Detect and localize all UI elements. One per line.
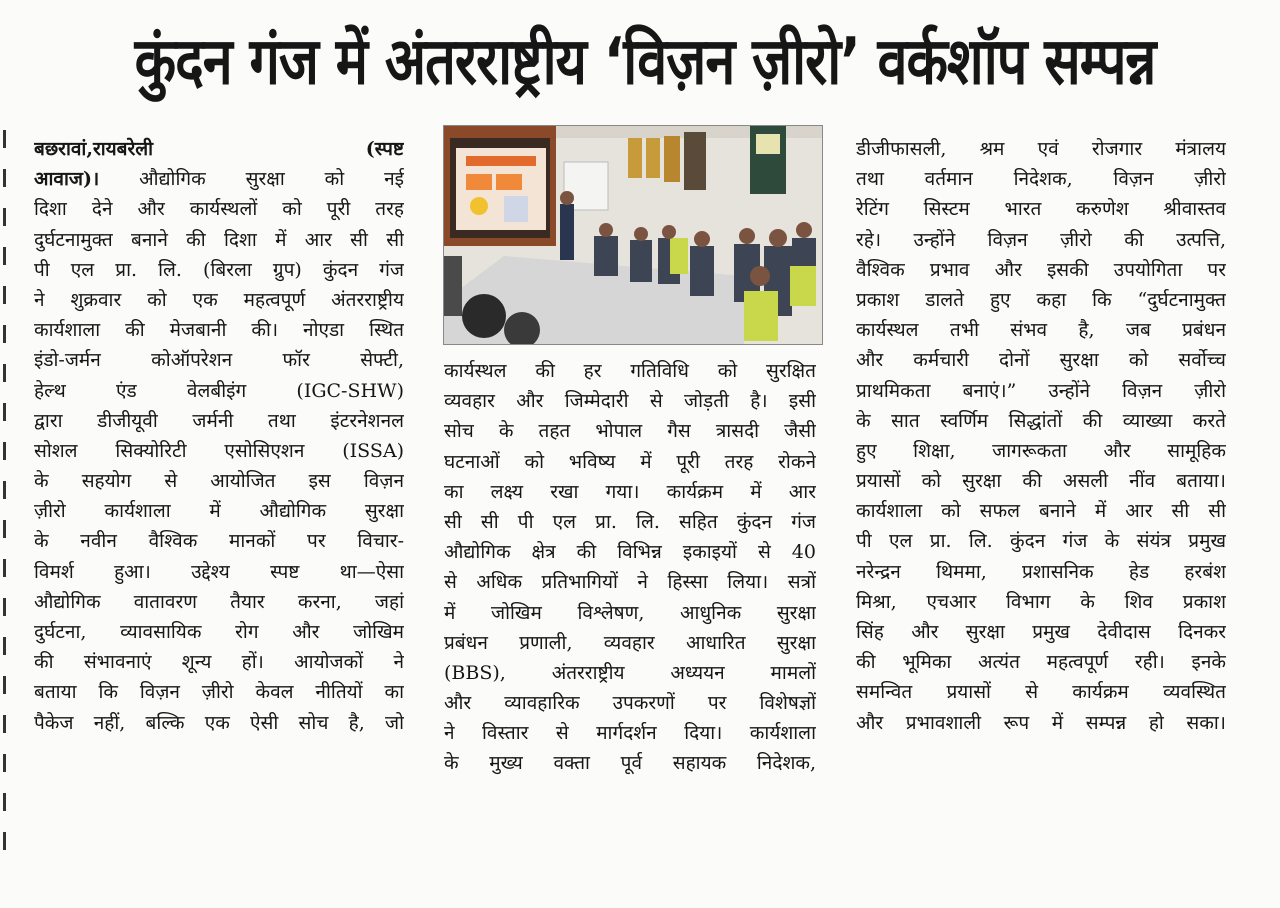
text-line: सोच के तहत भोपाल गैस त्रासदी जैसी: [444, 420, 816, 443]
article-column-1: [34, 134, 404, 738]
text-line: पैकेज नहीं, बल्कि एक ऐसी सोच है, जो: [34, 711, 404, 734]
workshop-photo: [443, 125, 823, 345]
headline: कुंदन गंज में अंतरराष्ट्रीय ‘विज़न ज़ीरो’ वर्कशॉप सम्पन्न: [134, 23, 1156, 100]
text-line: घटनाओं को भविष्य में पूरी तरह रोकने: [444, 450, 816, 473]
text-line: औद्योगिक वातावरण तैयार करना, जहां: [34, 590, 404, 613]
text-line: की संभावनाएं शून्य हों। आयोजकों ने: [34, 651, 404, 674]
text-line: आवाज)। औद्योगिक सुरक्षा को नई: [34, 168, 404, 191]
text-line: कार्यशाला की मेजबानी की। नोएडा स्थित: [34, 319, 404, 342]
text-line: नरेन्द्रन थिममा, प्रशासनिक हेड हरबंश: [856, 560, 1226, 583]
text-line: वैश्विक प्रभाव और इसकी उपयोगिता पर: [856, 258, 1226, 281]
text-line: पी एल प्रा. लि. (बिरला ग्रुप) कुंदन गंज: [34, 258, 404, 281]
text-line: के नवीन वैश्विक मानकों पर विचार-: [34, 530, 404, 553]
text-line: और प्रभावशाली रूप में सम्पन्न हो सका।: [856, 711, 1226, 734]
text-line: प्रबंधन प्रणाली, व्यवहार आधारित सुरक्षा: [444, 631, 816, 654]
text-line: समन्वित प्रयासों से कार्यक्रम व्यवस्थित: [856, 681, 1226, 704]
text-line: औद्योगिक क्षेत्र की विभिन्न इकाइयों से 40: [444, 541, 816, 564]
edge-margin-marks: [0, 130, 10, 890]
text-line: सोशल सिक्योरिटी एसोसिएशन (ISSA): [34, 439, 404, 462]
article-column-3: [856, 134, 1226, 738]
text-line: और कर्मचारी दोनों सुरक्षा को सर्वोच्च: [856, 349, 1226, 372]
text-line: दुर्घटनामुक्त बनाने की दिशा में आर सी सी: [34, 228, 404, 251]
text-line: दुर्घटना, व्यावसायिक रोग और जोखिम: [34, 621, 404, 643]
text-line: प्रकाश डालते हुए कहा कि “दुर्घटनामुक्त: [856, 288, 1226, 311]
article-column-2: [444, 356, 816, 779]
text-line: रेटिंग सिस्टम भारत करुणेश श्रीवास्तव: [856, 198, 1226, 221]
text-line: के सात स्वर्णिम सिद्धांतों की व्याख्या करते: [856, 409, 1226, 432]
text-line: इंडो-जर्मन कोऑपरेशन फॉर सेफ्टी,: [34, 349, 404, 372]
text-line: ने शुक्रवार को एक महत्वपूर्ण अंतरराष्ट्रीय: [34, 288, 404, 311]
text-line: प्राथमिकता बनाएं।” उन्होंने विज़न ज़ीरो: [856, 379, 1226, 402]
text-line: के सहयोग से आयोजित इस विज़न: [34, 470, 404, 493]
text-line: व्यवहार और जिम्मेदारी से जोड़ती है। इसी: [444, 390, 816, 413]
text-line: हुए शिक्षा, जागरूकता और सामूहिक: [856, 439, 1226, 462]
text-line: और व्यावहारिक उपकरणों पर विशेषज्ञों: [444, 692, 816, 715]
text-line: पी एल प्रा. लि. कुंदन गंज के संयंत्र प्रमुख: [856, 530, 1226, 553]
text-line: में जोखिम विश्लेषण, आधुनिक सुरक्षा: [444, 601, 816, 624]
text-line: बताया कि विज़न ज़ीरो केवल नीतियों का: [34, 681, 404, 704]
text-line: कार्यस्थल तभी संभव है, जब प्रबंधन: [856, 319, 1226, 342]
text-line: बछरावां,रायबरेली (स्पष्ट: [34, 138, 404, 160]
text-line: सिंह और सुरक्षा प्रमुख देवीदास दिनकर: [856, 621, 1226, 643]
text-line: द्वारा डीजीयूवी जर्मनी तथा इंटरनेशनल: [34, 409, 404, 432]
text-line: रहे। उन्होंने विज़न ज़ीरो की उत्पत्ति,: [856, 228, 1226, 251]
text-line: हेल्थ एंड वेलबीइंग (IGC-SHW): [34, 379, 404, 402]
text-line: से अधिक प्रतिभागियों ने हिस्सा लिया। सत्रों: [444, 571, 816, 594]
text-line: सी सी पी एल प्रा. लि. सहित कुंदन गंज: [444, 510, 816, 533]
text-line: कार्यस्थल की हर गतिविधि को सुरक्षित: [444, 360, 816, 382]
text-line: विमर्श हुआ। उद्देश्य स्पष्ट था—ऐसा: [34, 560, 404, 583]
text-line: कार्यशाला को सफल बनाने में आर सी सी: [856, 500, 1226, 523]
dateline-tail: आवाज)।: [34, 168, 100, 191]
text-line: दिशा देने और कार्यस्थलों को पूरी तरह: [34, 198, 404, 221]
text-line: के मुख्य वक्ता पूर्व सहायक निदेशक,: [444, 752, 816, 775]
text-line: की भूमिका अत्यंत महत्वपूर्ण रही। इनके: [856, 651, 1226, 674]
text-line: डीजीफासली, श्रम एवं रोजगार मंत्रालय: [856, 138, 1226, 160]
text-line: तथा वर्तमान निदेशक, विज़न ज़ीरो: [856, 168, 1226, 191]
text-line: मिश्रा, एचआर विभाग के शिव प्रकाश: [856, 590, 1226, 613]
text-line: (BBS), अंतरराष्ट्रीय अध्ययन मामलों: [444, 661, 816, 684]
text-line: ज़ीरो कार्यशाला में औद्योगिक सुरक्षा: [34, 500, 404, 523]
text-line: का लक्ष्य रखा गया। कार्यक्रम में आर: [444, 480, 816, 503]
text-line: ने विस्तार से मार्गदर्शन दिया। कार्यशाला: [444, 722, 816, 745]
text-line: प्रयासों को सुरक्षा की असली नींव बताया।: [856, 470, 1226, 493]
